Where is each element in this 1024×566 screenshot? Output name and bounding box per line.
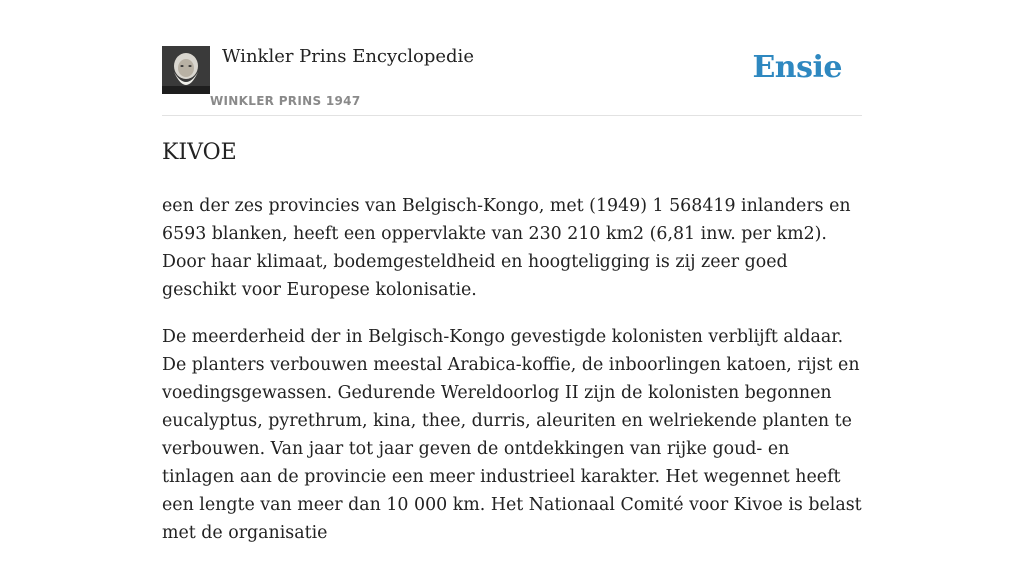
author-avatar[interactable] <box>162 46 210 94</box>
site-name[interactable]: Winkler Prins Encyclopedie <box>222 46 474 67</box>
site-subtitle[interactable]: WINKLER PRINS 1947 <box>210 94 361 108</box>
portrait-icon <box>162 46 210 94</box>
brand-logo[interactable]: Ensie <box>752 50 842 85</box>
article-paragraph: een der zes provincies van Belgisch-Kongo, met (1949) 1 568419 inlanders en 6593 blanken, heeft een oppervlakte van 230 210 km2 (6,81 inw. per km2). Door haar klimaat, bodemgesteldheid en hoogteligging is zij zeer goed geschikt voor Europese kolonisatie. <box>162 196 851 300</box>
article-title: KIVOE <box>162 140 237 165</box>
article-body <box>162 192 866 566</box>
site-header <box>162 40 862 116</box>
article-paragraph: De meerderheid der in Belgisch-Kongo gevestigde kolonisten verblijft aldaar. De planters verbouwen meestal Arabica-koffie, de inboorlingen katoen, rijst en voedingsgewassen. Gedurende Wereldoorlog II zijn de kolonisten begonnen eucalyptus, pyrethrum, kina, thee, durris, aleuriten en welriekende planten te verbouwen. Van jaar tot jaar geven de ontdekkingen van rijke goud- en tinlagen aan de provincie een meer industrieel karakter. Het wegennet heeft een lengte van meer dan 10 000 km. Het Nationaal Comité voor Kivoe is belast met de organisatie <box>162 327 862 543</box>
